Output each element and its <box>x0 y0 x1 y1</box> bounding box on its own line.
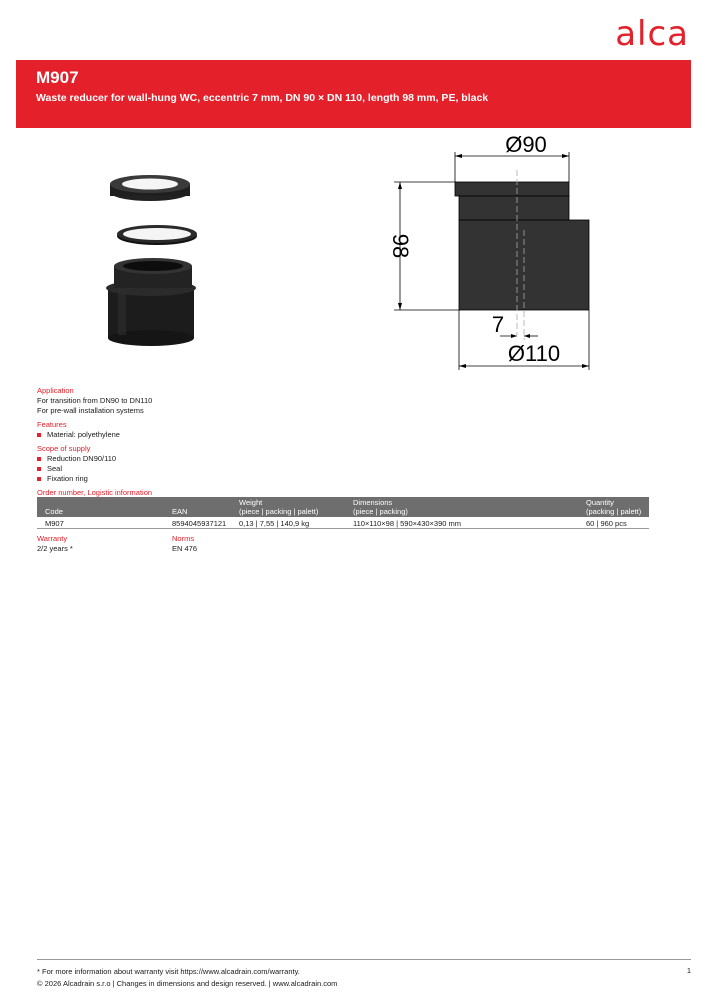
seal-part <box>117 225 197 245</box>
warranty-title: Warranty <box>37 534 68 543</box>
dim-top-diameter: Ø90 <box>505 132 547 157</box>
cell-dimensions: 110×110×98 | 590×430×390 mm <box>353 519 462 528</box>
brand-logo: alca <box>615 14 689 54</box>
cell-code: M907 <box>45 519 64 528</box>
header-quantity: Quantity <box>586 498 614 507</box>
page-number: 1 <box>686 966 691 975</box>
cell-weight: 0,13 | 7,55 | 140,9 kg <box>239 519 310 528</box>
scope-title: Scope of supply <box>37 444 91 453</box>
footer-divider <box>37 959 691 960</box>
footer-warranty-note: * For more information about warranty visit https://www.alcadrain.com/warranty. <box>37 967 300 976</box>
logistic-table <box>37 497 649 529</box>
fixation-ring-part <box>110 175 190 201</box>
product-description: Waste reducer for wall-hung WC, eccentric 7 mm, DN 90 × DN 110, length 98 mm, PE, black <box>36 92 489 104</box>
product-header-banner <box>16 60 691 128</box>
product-code: M907 <box>36 68 79 87</box>
norms-value: EN 476 <box>172 544 198 553</box>
scope-item: Reduction DN90/110 <box>37 454 657 464</box>
product-info <box>37 386 657 498</box>
header-dimensions: Dimensions <box>353 498 393 507</box>
application-title: Application <box>37 386 74 395</box>
dim-bottom-diameter: Ø110 <box>507 341 561 366</box>
technical-drawing <box>370 130 595 370</box>
header-quantity-sub: (packing | palett) <box>586 507 642 516</box>
application-line: For pre-wall installation systems <box>37 406 144 415</box>
header-code: Code <box>45 507 63 516</box>
warranty-value: 2/2 years * <box>37 544 73 553</box>
order-title: Order number, Logistic information <box>37 488 153 497</box>
application-line: For transition from DN90 to DN110 <box>37 396 153 405</box>
scope-item: Seal <box>37 464 657 474</box>
scope-item: Fixation ring <box>37 474 657 484</box>
header-weight: Weight <box>239 498 263 507</box>
header-dimensions-sub: (piece | packing) <box>353 507 408 516</box>
product-image <box>100 170 220 350</box>
feature-item: Material: polyethylene <box>37 430 657 440</box>
cell-ean: 8594045937121 <box>172 519 227 528</box>
reducer-body-part <box>106 258 196 346</box>
features-title: Features <box>37 420 67 429</box>
dim-height: 98 <box>388 233 413 259</box>
table-row <box>37 517 649 529</box>
drawing-part-outline <box>455 170 589 340</box>
footer <box>37 966 337 990</box>
norms-title: Norms <box>172 534 195 543</box>
table-header <box>37 497 649 517</box>
cell-quantity: 60 | 960 pcs <box>586 519 627 528</box>
header-weight-sub: (piece | packing | palett) <box>239 507 319 516</box>
header-ean: EAN <box>172 507 188 516</box>
footer-copyright: © 2026 Alcadrain s.r.o | Changes in dimensions and design reserved. | www.alcadrain.com <box>37 979 338 988</box>
dim-eccentric: 7 <box>491 312 505 337</box>
